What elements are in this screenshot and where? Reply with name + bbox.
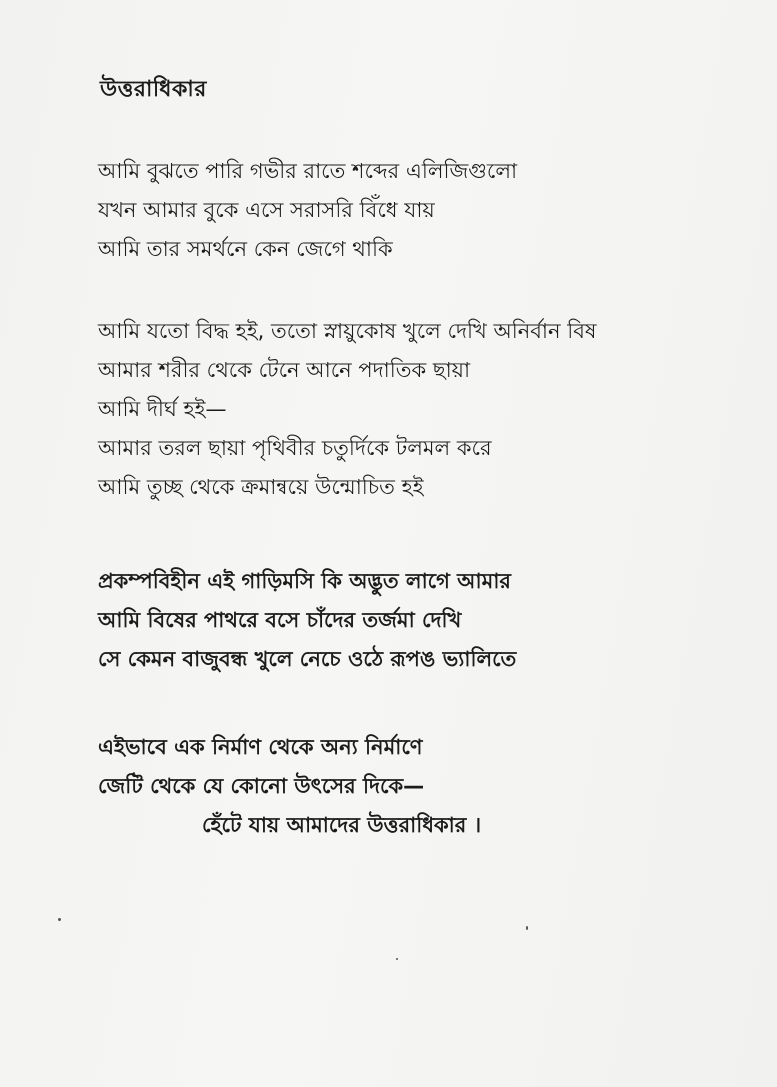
poem-line: প্রকম্পবিহীন এই গাড়িমসি কি অদ্ভুত লাগে আমার xyxy=(98,569,511,593)
poem-line: আমি তুচ্ছ থেকে ক্রমান্বয়ে উন্মোচিত হই xyxy=(98,475,424,499)
poem-line: যখন আমার বুকে এসে সরাসরি বিঁধে যায় xyxy=(98,198,435,222)
poem-line: আমি বিষের পাথরে বসে চাঁদের তর্জমা দেখি xyxy=(98,608,462,632)
paper-speck xyxy=(396,958,398,960)
poem-title: উত্তরাধিকার xyxy=(100,77,207,102)
poem-line: আমার তরল ছায়া পৃথিবীর চতুর্দিকে টলমল করে xyxy=(98,436,492,460)
stanza-3 xyxy=(98,562,758,679)
poem-line: আমি বুঝতে পারি গভীর রাতে শব্দের এলিজিগুলো xyxy=(98,159,518,183)
stanza-1 xyxy=(98,152,758,269)
poem-line: সে কেমন বাজুবন্ধ খুলে নেচে ওঠে রূপঙ ভ্যালিতে xyxy=(98,647,517,671)
poem-line: আমি দীর্ঘ হই— xyxy=(98,397,227,421)
poem-line: আমি তার সমর্থনে কেন জেগে থাকি xyxy=(98,237,393,261)
poem-line: হেঁটে যায় আমাদের উত্তরাধিকার । xyxy=(202,813,482,837)
poem-line: আমি যতো বিদ্ধ হই, ততো স্নায়ুকোষ খুলে দেখি অনির্বান বিষ xyxy=(98,319,597,343)
paper-speck xyxy=(526,926,528,930)
stanza-2 xyxy=(98,312,758,507)
poem-line: এইভাবে এক নির্মাণ থেকে অন্য নির্মাণে xyxy=(98,735,423,759)
stanza-4 xyxy=(98,728,758,845)
poem-line: আমার শরীর থেকে টেনে আনে পদাতিক ছায়া xyxy=(98,358,471,382)
poem-line: জেটি থেকে যে কোনো উৎসের দিকে— xyxy=(98,774,425,798)
paper-speck xyxy=(58,918,61,921)
